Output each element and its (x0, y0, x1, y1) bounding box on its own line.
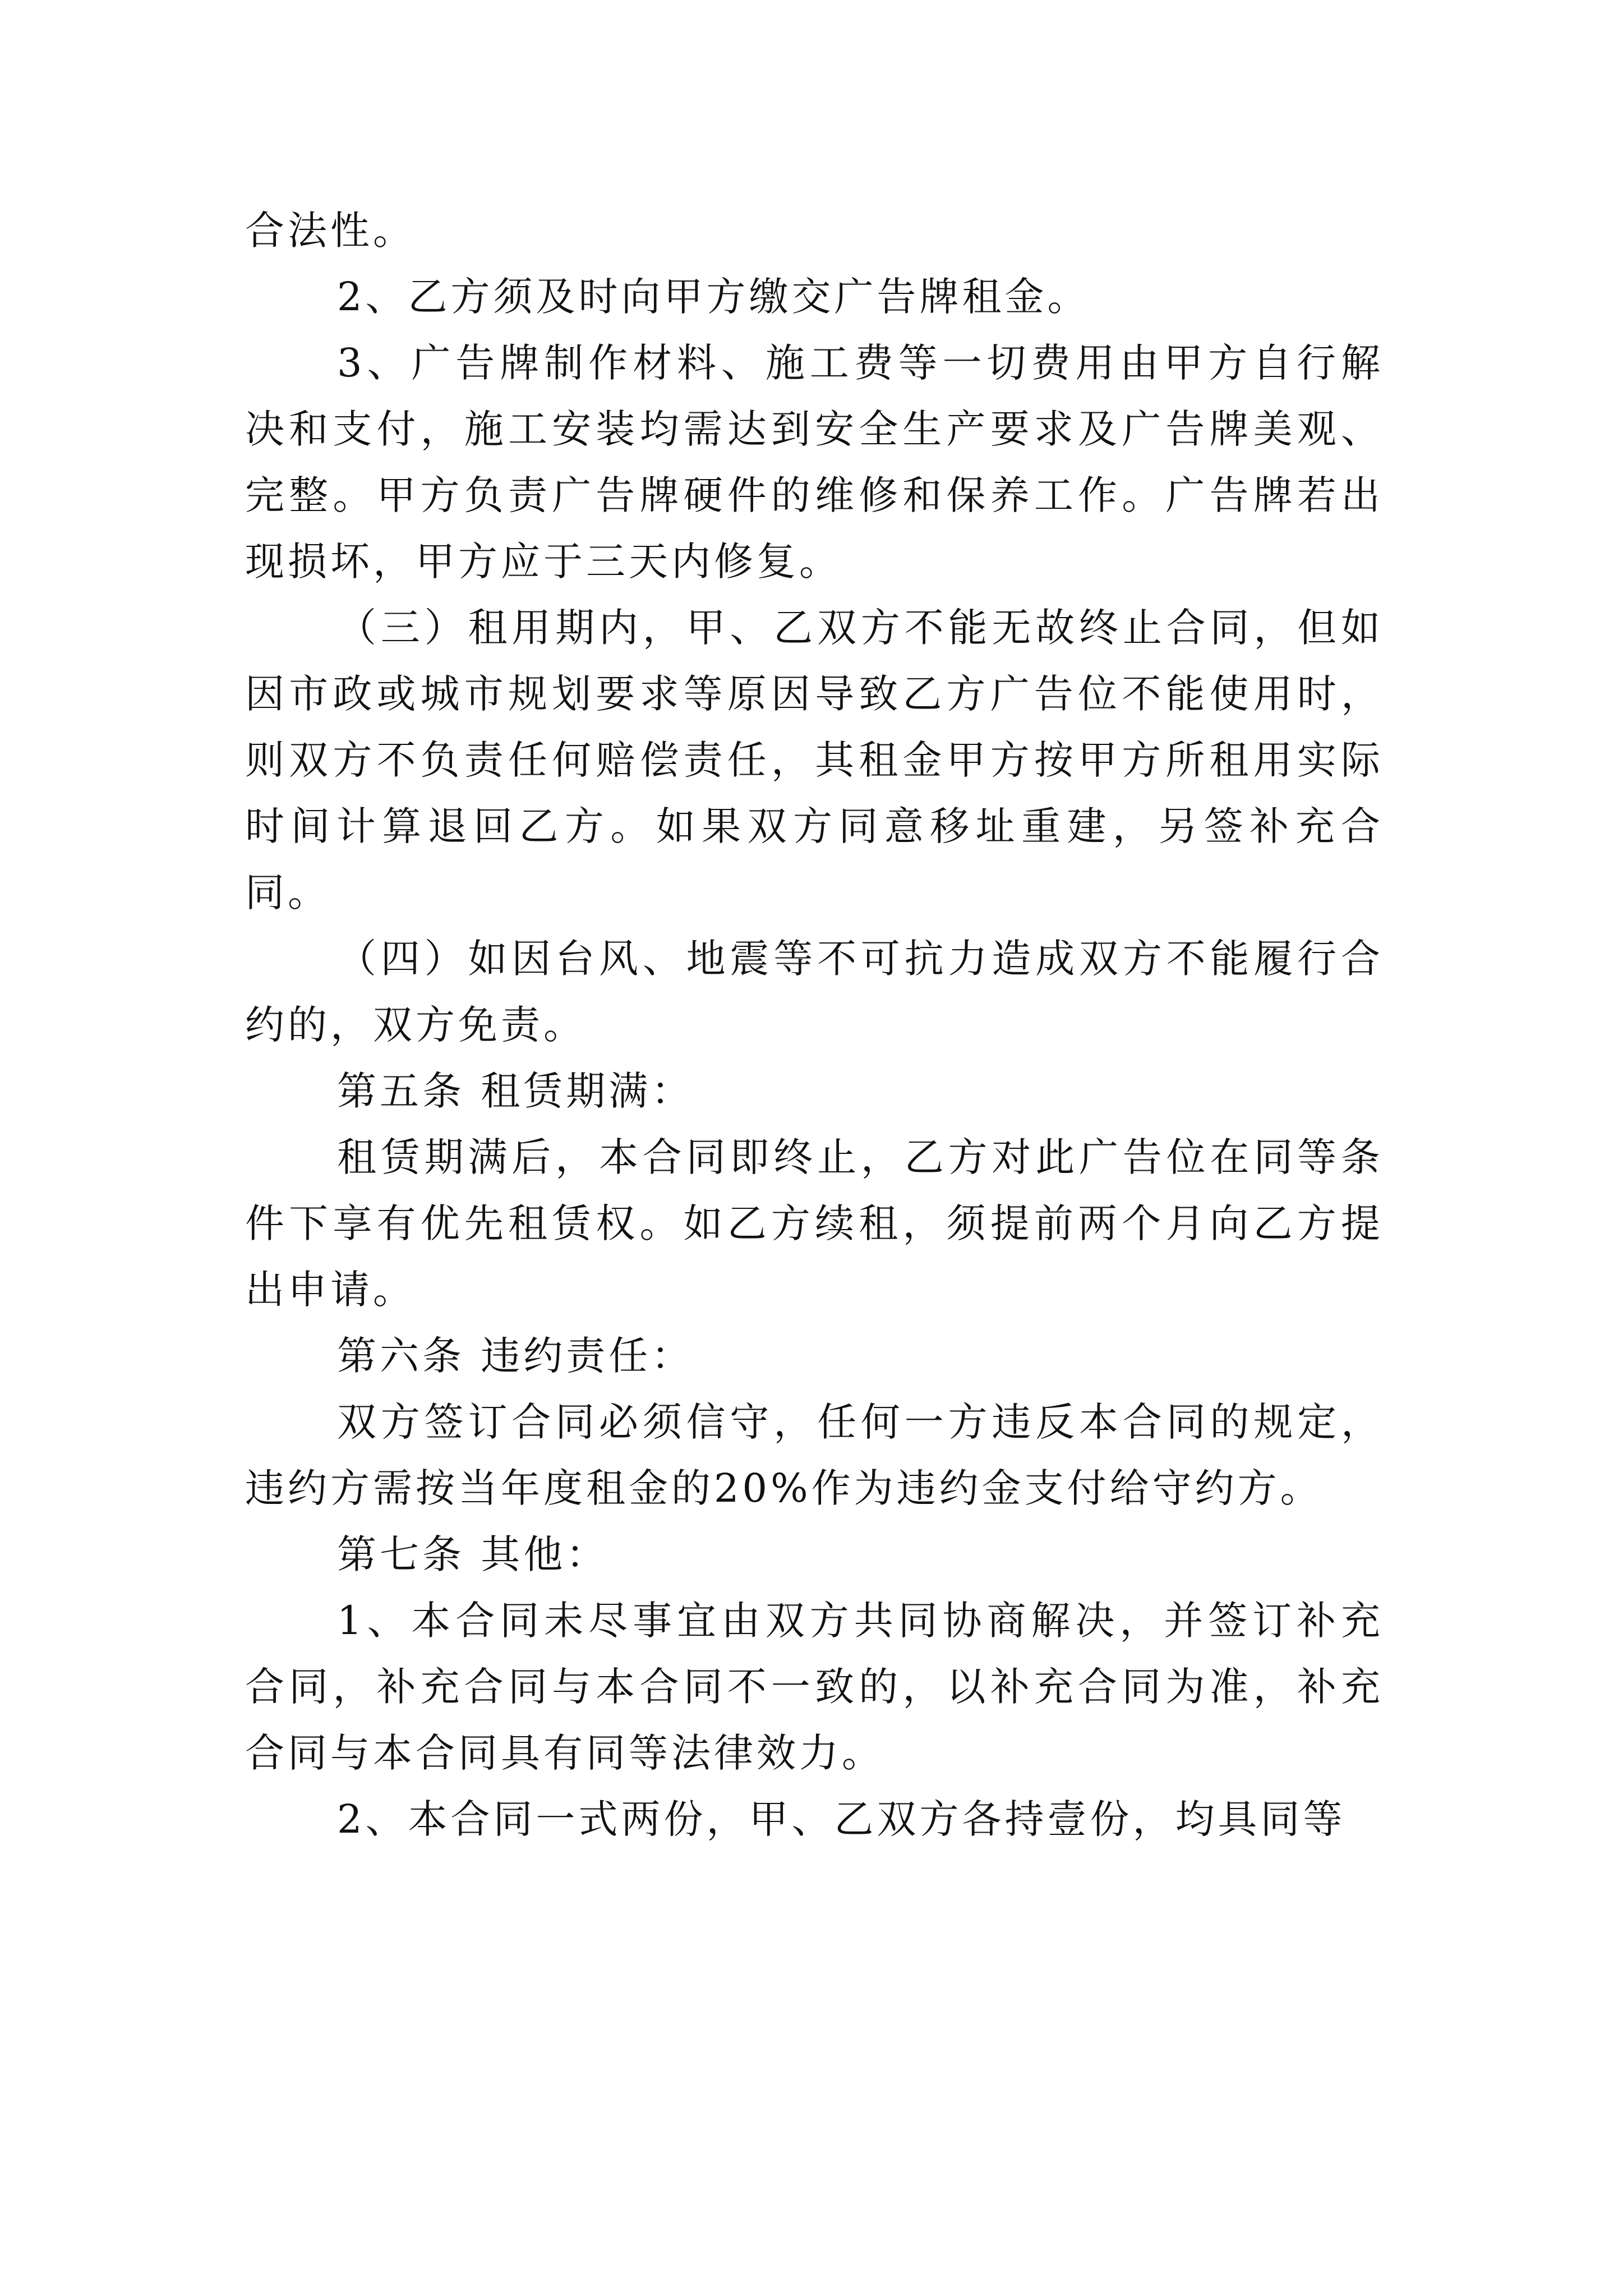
paragraph-rent-payment: 2、乙方须及时向甲方缴交广告牌租金。 (337, 274, 1090, 320)
article-7-heading: 第七条 其他： (337, 1531, 609, 1577)
paragraph-supplementary-contract: 1、本合同未尽事宜由双方共同协商解决，并签订补充合同，补充合同与本合同不一致的，以补充合同为准，补充合同与本合同具有同等法律效力。 (245, 1598, 1384, 1776)
paragraph-legality-end: 合法性。 (245, 208, 416, 254)
article-6-heading: 第六条 违约责任： (337, 1333, 694, 1379)
document-body (245, 197, 1384, 1852)
paragraph-costs-maintenance: 3、广告牌制作材料、施工费等一切费用由甲方自行解决和支付，施工安装均需达到安全生产要求及广告牌美观、完整。甲方负责广告牌硬件的维修和保养工作。广告牌若出现损坏，甲方应于三天内修复。 (245, 340, 1384, 585)
paragraph-copies: 2、本合同一式两份，甲、乙双方各持壹份，均具同等 (337, 1796, 1346, 1842)
paragraph-force-majeure: （四）如因台风、地震等不可抗力造成双方不能履行合约的，双方免责。 (245, 936, 1384, 1048)
paragraph-lease-expiry: 租赁期满后，本合同即终止，乙方对此广告位在同等条件下享有优先租赁权。如乙方续租，须提前两个月向乙方提出申请。 (245, 1134, 1384, 1313)
paragraph-breach-liability: 双方签订合同必须信守，任何一方违反本合同的规定，违约方需按当年度租金的20%作为违约金支付给守约方。 (245, 1399, 1384, 1511)
article-5-heading: 第五条 租赁期满： (337, 1068, 694, 1114)
paragraph-termination: （三）租用期内，甲、乙双方不能无故终止合同，但如因市政或城市规划要求等原因导致乙方广告位不能使用时，则双方不负责任何赔偿责任，其租金甲方按甲方所租用实际时间计算退回乙方。如果双方同意移址重建，另签补充合同。 (245, 605, 1384, 915)
